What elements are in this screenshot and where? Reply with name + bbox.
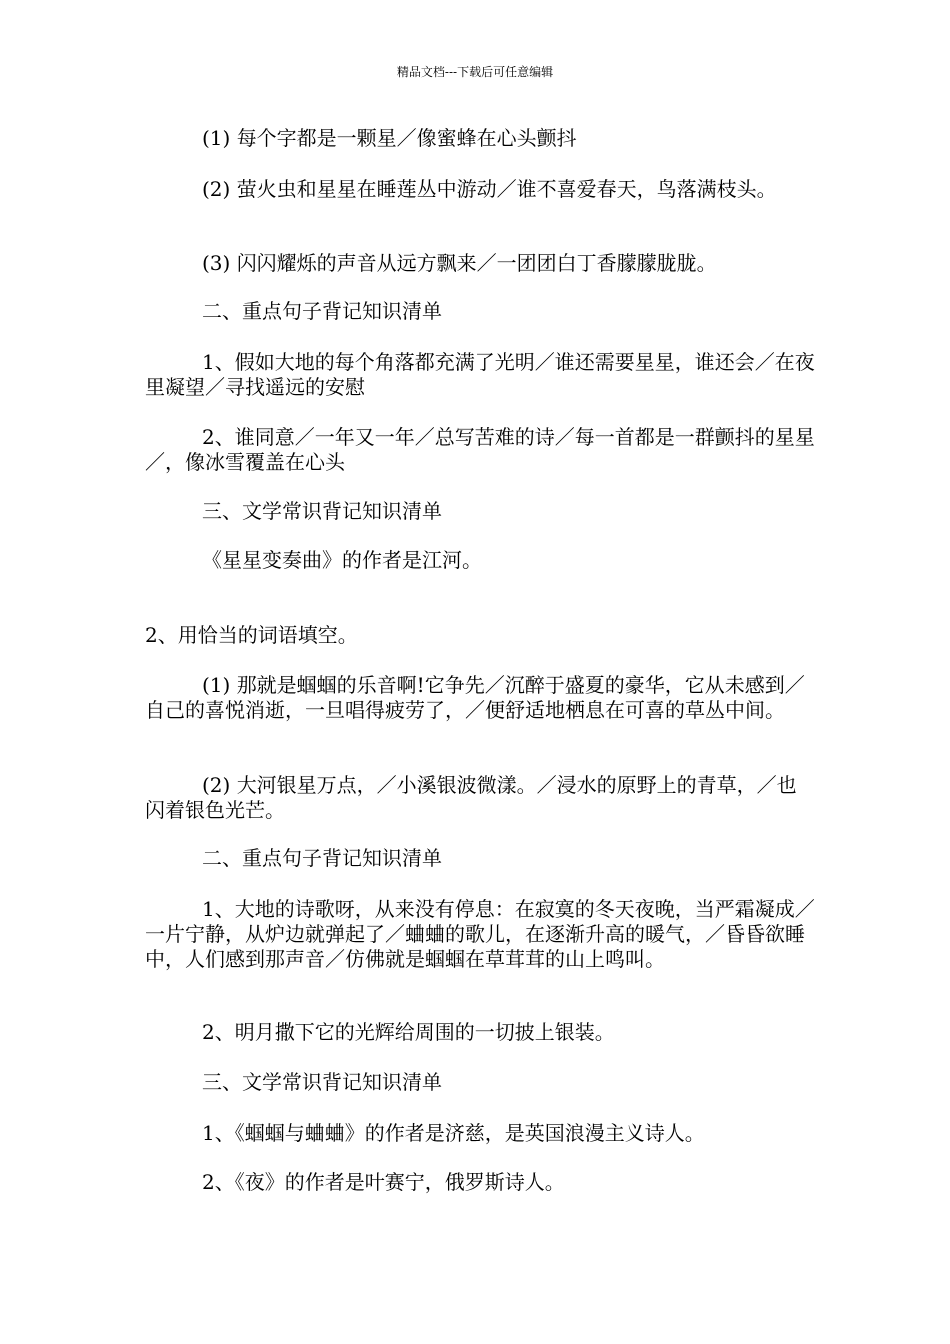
paragraph-13: 1、大地的诗歌呀，从来没有停息：在寂寞的冬天夜晚，当严霜凝成／一片宁静，从炉边就弹起了／蛐蛐的歌儿，在逐渐升高的暖气，／昏昏欲睡中，人们感到那声音／仿佛就是蝈蝈在草茸茸的山上鸣叫。	[145, 897, 815, 971]
paragraph-6: 2、谁同意／一年又一年／总写苦难的诗／每一首都是一群颤抖的星星／，像冰雪覆盖在心头	[145, 425, 815, 474]
section-heading-literary-knowledge-2: 三、文学常识背记知识清单	[202, 1070, 442, 1094]
section-heading-literary-knowledge: 三、文学常识背记知识清单	[202, 499, 442, 523]
paragraph-1: (1) 每个字都是一颗星／像蜜蜂在心头颤抖	[202, 126, 577, 150]
paragraph-2: (2) 萤火虫和星星在睡莲丛中游动／谁不喜爱春天，鸟落满枝头。	[202, 177, 777, 201]
paragraph-11: (2) 大河银星万点，／小溪银波微漾。／浸水的原野上的青草，／也闪着银色光芒。	[145, 773, 797, 822]
paragraph-3: (3) 闪闪耀烁的声音从远方飘来／一团团白丁香朦朦胧胧。	[202, 251, 717, 275]
paragraph-8: 《星星变奏曲》的作者是江河。	[202, 548, 482, 572]
section-heading-key-sentences: 二、重点句子背记知识清单	[202, 299, 442, 323]
paragraph-16: 1、《蝈蝈与蛐蛐》的作者是济慈，是英国浪漫主义诗人。	[202, 1121, 705, 1145]
question-heading: 2、用恰当的词语填空。	[145, 623, 358, 647]
page-header: 精品文档---下载后可任意编辑	[396, 65, 554, 79]
paragraph-10: (1) 那就是蝈蝈的乐音啊!它争先／沉醉于盛夏的豪华，它从未感到／自己的喜悦消逝，一旦唱得疲劳了，／便舒适地栖息在可喜的草丛中间。	[145, 673, 805, 722]
paragraph-14: 2、明月撒下它的光辉给周围的一切披上银装。	[202, 1020, 615, 1044]
paragraph-17: 2、《夜》的作者是叶赛宁，俄罗斯诗人。	[202, 1170, 565, 1194]
section-heading-key-sentences-2: 二、重点句子背记知识清单	[202, 846, 442, 870]
paragraph-5: 1、假如大地的每个角落都充满了光明／谁还需要星星，谁还会／在夜里凝望／寻找遥远的安慰	[145, 350, 815, 399]
